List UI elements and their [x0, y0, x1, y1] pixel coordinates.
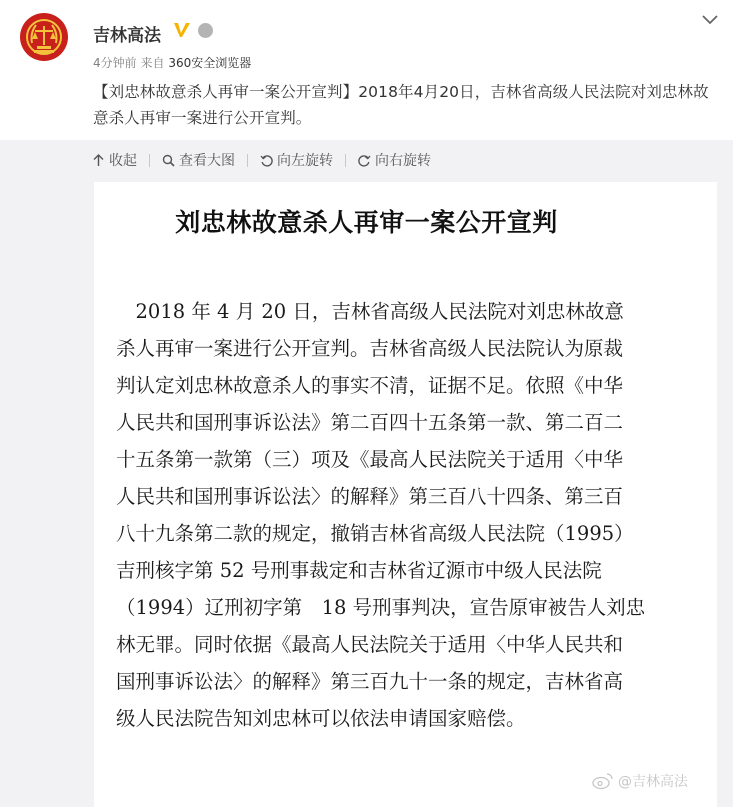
document-line: （1994）辽刑初字第 18 号刑事判决，宣告原审被告人刘忠 [116, 596, 646, 619]
document-line: 人民共和国刑事诉讼法》第二百四十五条第一款、第二百二 [116, 411, 624, 434]
source-prefix: 来自 [140, 56, 165, 70]
arrow-up-icon [92, 154, 105, 167]
rotate-left-label: 向左旋转 [277, 153, 333, 169]
court-emblem-icon [20, 13, 68, 61]
magnifier-icon [162, 154, 175, 167]
document-line: 十五条第一款第（三）项及《最高人民法院关于适用〈中华 [116, 448, 624, 471]
image-toolbar [92, 150, 431, 170]
document-line: 判认定刘忠林故意杀人的事实不清，证据不足。依照《中华 [116, 374, 624, 397]
document-line: 2018 年 4 月 20 日，吉林省高级人民法院对刘忠林故意 [116, 300, 624, 323]
post-source[interactable]: 360安全浏览器 [168, 56, 252, 70]
watermark-text: @吉林高法 [618, 774, 688, 790]
weibo-post-header [0, 0, 733, 140]
post-text: 【刘忠林故意杀人再审一案公开宣判】2018年4月20日，吉林省高级人民法院对刘忠林故意杀人再审一案进行公开宣判。 [93, 83, 709, 127]
document-line: 林无罪。同时依据《最高人民法院关于适用〈中华人民共和 [116, 633, 624, 656]
collapse-button[interactable] [92, 150, 137, 170]
view-large-label: 查看大图 [179, 153, 235, 169]
watermark [592, 771, 688, 791]
author-name[interactable]: 吉林高法 [93, 26, 161, 46]
avatar[interactable] [20, 13, 68, 61]
document-line: 八十九条第二款的规定，撤销吉林省高级人民法院（1995） [116, 522, 634, 545]
view-large-button[interactable] [162, 150, 235, 170]
post-meta [93, 54, 251, 71]
document-line: 国刑事诉讼法〉的解释》第三百九十一条的规定，吉林省高 [116, 670, 624, 693]
divider [149, 154, 150, 167]
divider [345, 154, 346, 167]
document-line: 吉刑核字第 52 号刑事裁定和吉林省辽源市中级人民法院 [116, 559, 602, 582]
rotate-right-icon [358, 154, 371, 167]
document-title: 刘忠林故意杀人再审一案公开宣判 [175, 208, 558, 237]
post-time[interactable]: 4分钟前 [93, 56, 137, 70]
document-line: 杀人再审一案进行公开宣判。吉林省高级人民法院认为原裁 [116, 337, 624, 360]
rotate-right-button[interactable] [358, 150, 431, 170]
divider [247, 154, 248, 167]
document-line: 级人民法院告知刘忠林可以依法申请国家赔偿。 [116, 707, 526, 730]
rotate-right-label: 向右旋转 [375, 153, 431, 169]
rotate-left-icon [260, 154, 273, 167]
medal-icon[interactable] [198, 23, 213, 38]
collapse-label: 收起 [109, 153, 137, 169]
verified-v-icon [172, 20, 192, 40]
rotate-left-button[interactable] [260, 150, 333, 170]
weibo-logo-icon [592, 772, 614, 790]
chevron-down-icon[interactable] [700, 12, 720, 28]
document-line: 人民共和国刑事诉讼法〉的解释》第三百八十四条、第三百 [116, 485, 624, 508]
